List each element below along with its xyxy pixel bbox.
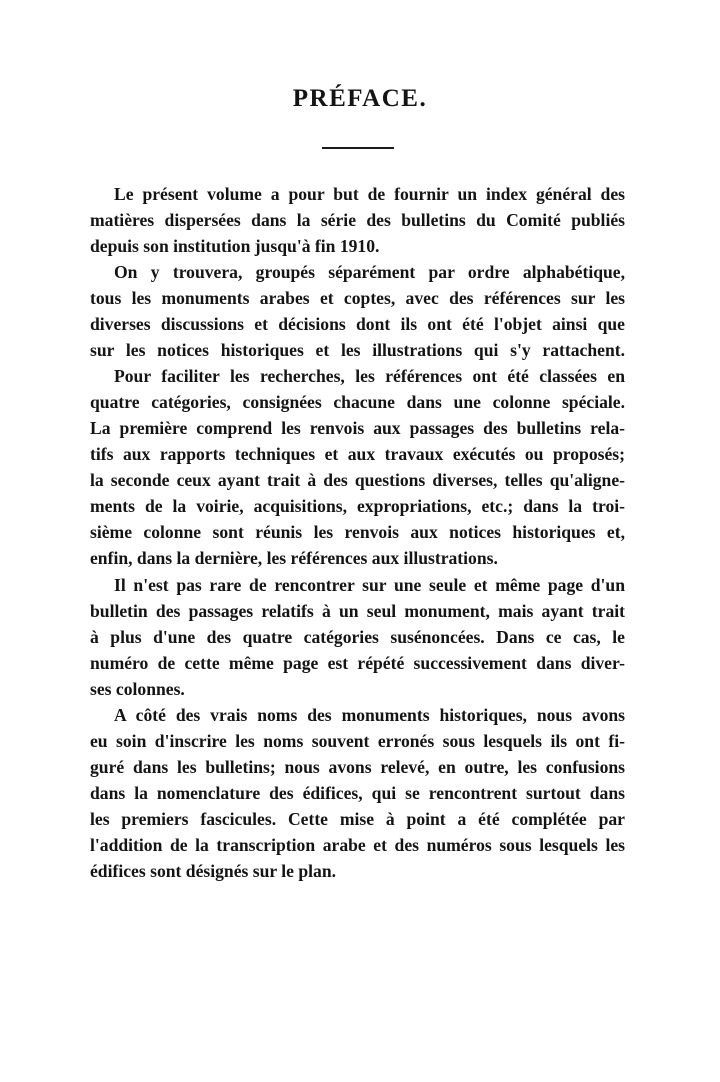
paragraph-2-line-2: tous les monuments arabes et coptes, avec des références sur les — [90, 288, 625, 308]
paragraph-3-line-7: sième colonne sont réunis les renvois aux notices historiques et, — [90, 522, 625, 542]
paragraph-5-line-2: eu soin d'inscrire les noms souvent erronés sous lesquels ils ont fi- — [90, 731, 625, 751]
paragraph-3-line-4: tifs aux rapports techniques et aux travaux exécutés ou proposés; — [90, 444, 625, 464]
paragraph-3-line-5: la seconde ceux ayant trait à des questions diverses, telles qu'aligne- — [90, 470, 625, 490]
paragraph-3-line-2: quatre catégories, consignées chacune dans une colonne spéciale. — [90, 392, 625, 412]
paragraph-5-line-1: A côté des vrais noms des monuments historiques, nous avons — [114, 705, 625, 725]
paragraph-5-line-5: les premiers fascicules. Cette mise à point a été complétée par — [90, 809, 625, 829]
title-divider — [322, 147, 394, 149]
paragraph-3-line-3: La première comprend les renvois aux passages des bulletins rela- — [90, 418, 625, 438]
paragraph-3-line-1: Pour faciliter les recherches, les références ont été classées en — [114, 366, 625, 386]
paragraph-4-line-4: numéro de cette même page est répété successivement dans diver- — [90, 653, 625, 673]
paragraph-4-line-2: bulletin des passages relatifs à un seul monument, mais ayant trait — [90, 601, 625, 621]
paragraph-4-line-1: Il n'est pas rare de rencontrer sur une seule et même page d'un — [114, 575, 625, 595]
paragraph-3-line-6: ments de la voirie, acquisitions, expropriations, etc.; dans la troi- — [90, 496, 625, 516]
paragraph-5-line-3: guré dans les bulletins; nous avons relevé, en outre, les confusions — [90, 757, 625, 777]
paragraph-5-line-6: l'addition de la transcription arabe et des numéros sous lesquels les — [90, 835, 625, 855]
paragraph-4-line-3: à plus d'une des quatre catégories susénoncées. Dans ce cas, le — [90, 627, 625, 647]
paragraph-2-line-4: sur les notices historiques et les illustrations qui s'y rattachent. — [90, 340, 625, 360]
paragraph-5-line-7: édifices sont désignés sur le plan. — [90, 861, 337, 881]
paragraph-1-line-3: depuis son institution jusqu'à fin 1910. — [90, 236, 380, 256]
paragraph-2-line-3: diverses discussions et décisions dont ils ont été l'objet ainsi que — [90, 314, 625, 334]
paragraph-2-line-1: On y trouvera, groupés séparément par ordre alphabétique, — [114, 262, 625, 282]
paragraph-1-line-2: matières dispersées dans la série des bulletins du Comité publiés — [90, 210, 625, 230]
page-title: PRÉFACE. — [292, 85, 428, 112]
paragraph-1-line-1: Le présent volume a pour but de fournir un index général des — [114, 184, 625, 204]
paragraph-4-line-5: ses colonnes. — [90, 679, 185, 699]
paragraph-3-line-8: enfin, dans la dernière, les références aux illustrations. — [90, 548, 498, 568]
paragraph-5-line-4: dans la nomenclature des édifices, qui se rencontrent surtout dans — [90, 783, 625, 803]
